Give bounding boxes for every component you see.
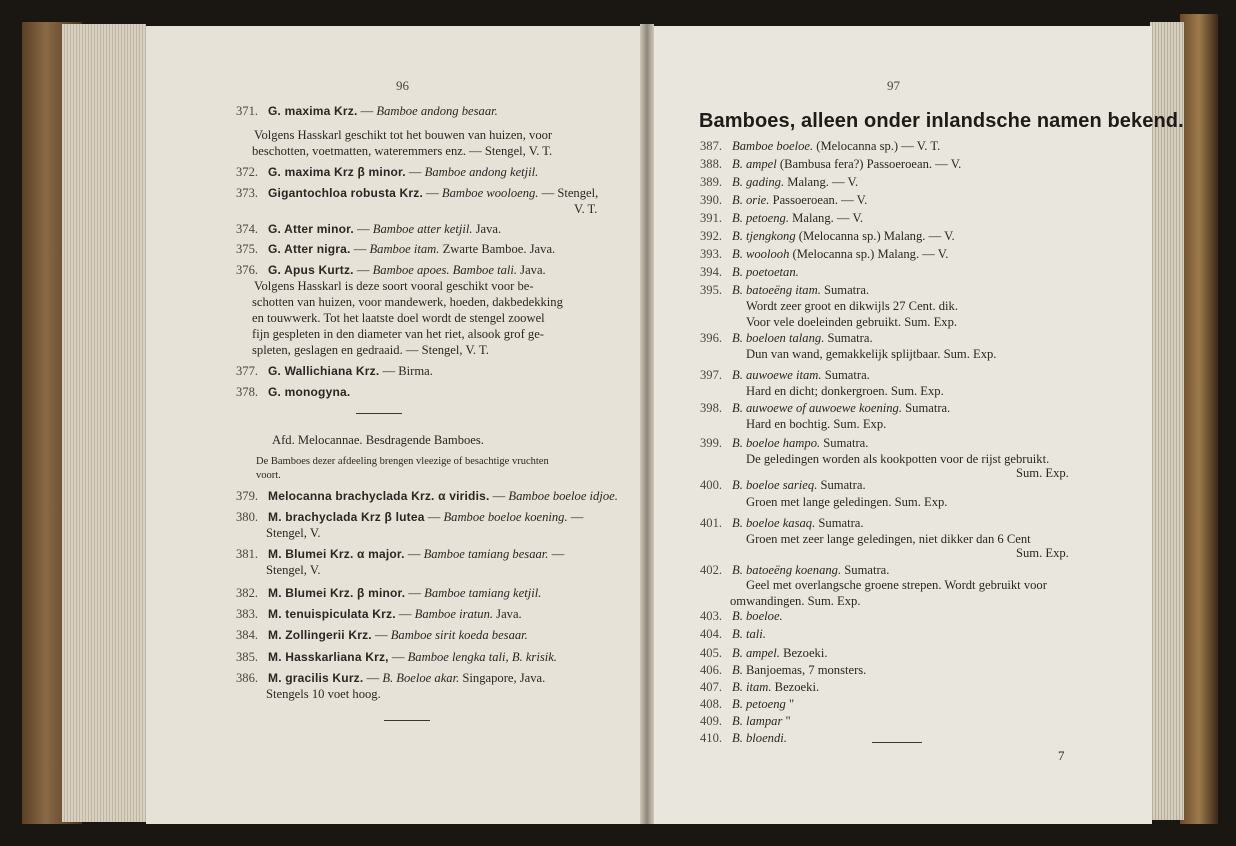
entry-387: 387. Bamboe boeloe. (Melocanna sp.) — V. T. xyxy=(700,139,941,153)
entry-379: 379. Melocanna brachyclada Krz. α viridis. — Bamboe boeloe idjoe. xyxy=(236,489,618,503)
entry-number: 407. xyxy=(700,680,723,694)
entry-389: 389. B. gading. Malang. — V. xyxy=(700,175,859,189)
entry-continuation: Volgens Hasskarl geschikt tot het bouwen van huizen, voor xyxy=(254,128,553,142)
entry-number: 376. xyxy=(236,263,259,277)
entry-378: 378. G. monogyna. xyxy=(236,385,351,399)
entry-405: 405. B. ampel. Bezoeki. xyxy=(700,646,828,660)
entry-number: 398. xyxy=(700,401,723,415)
end-divider-left xyxy=(384,720,430,721)
entry-continuation: De geledingen worden als kookpotten voor de rijst gebruikt. xyxy=(746,452,1050,466)
entry-continuation: spleten, geslagen en gedraaid. — Stengel, V. T. xyxy=(252,343,489,357)
entry-number: 384. xyxy=(236,628,259,642)
entry-number: 375. xyxy=(236,242,259,256)
entry-continuation: Afd. Melocannae. Besdragende Bamboes. xyxy=(272,433,484,447)
entry-number: 372. xyxy=(236,165,259,179)
entry-number: 392. xyxy=(700,229,723,243)
entry-number: 382. xyxy=(236,586,259,600)
entry-number: 404. xyxy=(700,627,723,641)
entry-continuation: Sum. Exp. xyxy=(1016,546,1069,560)
entry-number: 405. xyxy=(700,646,723,660)
entry-397: 397. B. auwoewe itam. Sumatra. xyxy=(700,368,870,382)
entry-number: 406. xyxy=(700,663,723,677)
entry-399: 399. B. boeloe hampo. Sumatra. xyxy=(700,436,869,450)
entry-372: 372. G. maxima Krz β minor. — Bamboe andong ketjil. xyxy=(236,165,539,179)
entry-number: 400. xyxy=(700,478,723,492)
signature-mark: 7 xyxy=(1058,748,1065,763)
entry-393: 393. B. woolooh (Melocanna sp.) Malang. — V. xyxy=(700,247,949,261)
entry-number: 409. xyxy=(700,714,723,728)
entry-number: 378. xyxy=(236,385,259,399)
entry-380: 380. M. brachyclada Krz β lutea — Bamboe boeloe koening. — xyxy=(236,510,584,524)
entry-number: 397. xyxy=(700,368,723,382)
entry-continuation: Wordt zeer groot en dikwijls 27 Cent. dik. xyxy=(746,299,958,313)
entry-395: 395. B. batoeëng itam. Sumatra. xyxy=(700,283,870,297)
entry-404: 404. B. tali. xyxy=(700,627,766,641)
entry-number: 393. xyxy=(700,247,723,261)
entry-continuation: Geel met overlangsche groene strepen. Wordt gebruikt voor xyxy=(746,578,1047,592)
entry-388: 388. B. ampel (Bambusa fera?) Passoeroean. — V. xyxy=(700,157,962,171)
entry-continuation: Hard en bochtig. Sum. Exp. xyxy=(746,417,887,431)
entry-406: 406. B. Banjoemas, 7 monsters. xyxy=(700,663,867,677)
entry-continuation: voort. xyxy=(256,470,281,481)
entry-377: 377. G. Wallichiana Krz. — Birma. xyxy=(236,364,433,378)
entry-number: 391. xyxy=(700,211,723,225)
entry-number: 403. xyxy=(700,609,723,623)
entry-continuation: Volgens Hasskarl is deze soort vooral geschikt voor be- xyxy=(254,279,534,293)
entry-376: 376. G. Apus Kurtz. — Bamboe apoes. Bamboe tali. Java. xyxy=(236,263,546,277)
entry-number: 379. xyxy=(236,489,259,503)
entry-continuation: Groen met lange geledingen. Sum. Exp. xyxy=(746,495,948,509)
entry-391: 391. B. petoeng. Malang. — V. xyxy=(700,211,864,225)
end-divider-right xyxy=(872,742,922,743)
entry-continuation: V. T. xyxy=(574,202,598,216)
entry-number: 389. xyxy=(700,175,723,189)
page-edges-right xyxy=(1150,22,1184,820)
entry-number: 408. xyxy=(700,697,723,711)
entry-continuation: beschotten, voetmatten, wateremmers enz. — Stengel, V. T. xyxy=(252,144,553,158)
entry-continuation: fijn gespleten in den diameter van het riet, alsook grof ge- xyxy=(252,327,545,341)
entry-number: 380. xyxy=(236,510,259,524)
entry-continuation: Dun van wand, gemakkelijk splijtbaar. Sum. Exp. xyxy=(746,347,997,361)
page-number-left: 96 xyxy=(396,78,409,93)
entry-number: 381. xyxy=(236,547,259,561)
entry-number: 377. xyxy=(236,364,259,378)
entry-375: 375. G. Atter nigra. — Bamboe itam. Zwarte Bamboe. Java. xyxy=(236,242,556,256)
entry-408: 408. B. petoeng " xyxy=(700,697,795,711)
entry-409: 409. B. lampar " xyxy=(700,714,791,728)
entry-continuation: Hard en dicht; donkergroen. Sum. Exp. xyxy=(746,384,944,398)
entry-394: 394. B. poetoetan. xyxy=(700,265,799,279)
entry-374: 374. G. Atter minor. — Bamboe atter ketjil. Java. xyxy=(236,222,502,236)
entry-number: 395. xyxy=(700,283,723,297)
entry-number: 390. xyxy=(700,193,723,207)
entry-402: 402. B. batoeëng koenang. Sumatra. xyxy=(700,563,890,577)
entry-continuation: omwandingen. Sum. Exp. xyxy=(730,594,861,608)
entry-381: 381. M. Blumei Krz. α major. — Bamboe tamiang besaar. — xyxy=(236,547,565,561)
entry-continuation: Groen met zeer lange geledingen, niet dikker dan 6 Cent xyxy=(746,532,1031,546)
entry-number: 410. xyxy=(700,731,723,745)
entry-382: 382. M. Blumei Krz. β minor. — Bamboe tamiang ketjil. xyxy=(236,586,542,600)
section-divider xyxy=(356,413,402,414)
entry-386: 386. M. gracilis Kurz. — B. Boeloe akar. Singapore, Java. xyxy=(236,671,546,685)
page-number-right: 97 xyxy=(887,78,900,93)
entry-400: 400. B. boeloe sarieq. Sumatra. xyxy=(700,478,866,492)
entry-continuation: De Bamboes dezer afdeeling brengen vleezige of besachtige vruchten xyxy=(256,456,549,467)
section-heading: Bamboes, alleen onder inlandsche namen bekend. xyxy=(699,110,1184,132)
entry-398: 398. B. auwoewe of auwoewe koening. Sumatra. xyxy=(700,401,951,415)
entry-number: 386. xyxy=(236,671,259,685)
entry-continuation: en touwwerk. Tot het laatste doel wordt de stengel zoowel xyxy=(252,311,545,325)
entry-continuation: Sum. Exp. xyxy=(1016,466,1069,480)
entry-continuation: Stengel, V. xyxy=(266,563,321,577)
entry-371: 371. G. maxima Krz. — Bamboe andong besaar. xyxy=(236,104,498,118)
entry-number: 371. xyxy=(236,104,259,118)
entry-373: 373. Gigantochloa robusta Krz. — Bamboe wooloeng. — Stengel, xyxy=(236,186,599,200)
entry-number: 399. xyxy=(700,436,723,450)
entry-385: 385. M. Hasskarliana Krz, — Bamboe lengka tali, B. krisik. xyxy=(236,650,557,664)
entry-continuation: schotten van huizen, voor mandewerk, hoeden, dakbedekking xyxy=(252,295,563,309)
entry-403: 403. B. boeloe. xyxy=(700,609,783,623)
entry-number: 402. xyxy=(700,563,723,577)
entry-number: 394. xyxy=(700,265,723,279)
page-edges-left xyxy=(62,24,146,822)
entry-396: 396. B. boeloen talang. Sumatra. xyxy=(700,331,873,345)
entry-number: 396. xyxy=(700,331,723,345)
entry-continuation: Stengel, V. xyxy=(266,526,321,540)
entry-number: 388. xyxy=(700,157,723,171)
book-gutter xyxy=(640,24,654,824)
entry-number: 385. xyxy=(236,650,259,664)
entry-number: 401. xyxy=(700,516,723,530)
entry-384: 384. M. Zollingerii Krz. — Bamboe sirit koeda besaar. xyxy=(236,628,528,642)
entry-390: 390. B. orie. Passoeroean. — V. xyxy=(700,193,868,207)
entry-407: 407. B. itam. Bezoeki. xyxy=(700,680,820,694)
entry-401: 401. B. boeloe kasaq. Sumatra. xyxy=(700,516,864,530)
book-cover-right xyxy=(1180,14,1218,824)
entry-number: 383. xyxy=(236,607,259,621)
entry-number: 374. xyxy=(236,222,259,236)
entry-392: 392. B. tjengkong (Melocanna sp.) Malang. — V. xyxy=(700,229,955,243)
entry-number: 373. xyxy=(236,186,259,200)
entry-410: 410. B. bloendi. xyxy=(700,731,787,745)
entry-continuation: Voor vele doeleinden gebruikt. Sum. Exp. xyxy=(746,315,958,329)
entry-number: 387. xyxy=(700,139,723,153)
entry-383: 383. M. tenuispiculata Krz. — Bamboe iratun. Java. xyxy=(236,607,522,621)
entry-continuation: Stengels 10 voet hoog. xyxy=(266,687,381,701)
